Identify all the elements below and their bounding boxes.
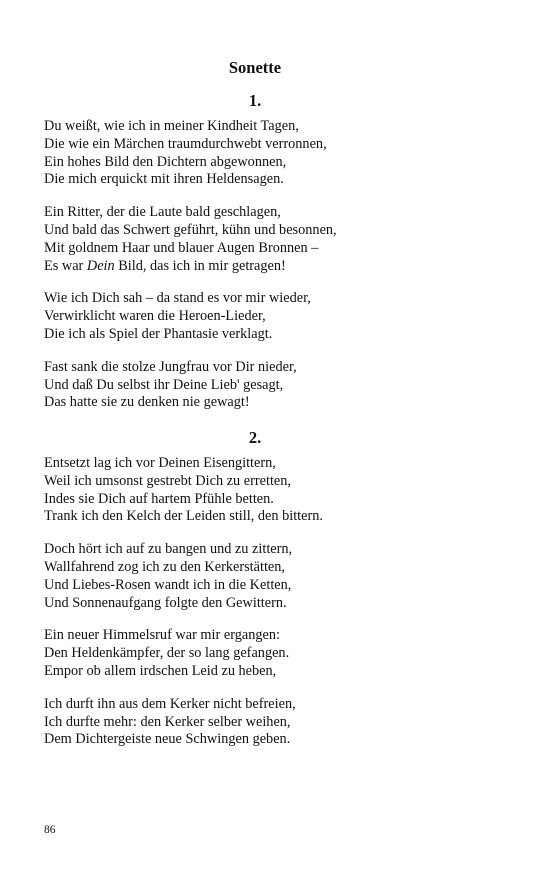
verse-line: Indes sie Dich auf hartem Pfühle betten. (44, 490, 274, 507)
verse-line: Mit goldnem Haar und blauer Augen Bronnen – (44, 239, 319, 256)
verse-line: Die wie ein Märchen traumdurchwebt verronnen, (44, 135, 327, 152)
sonnet-1-stanza-2 (44, 204, 504, 275)
sonnet-2-number: 2. (248, 428, 262, 447)
page-title: Sonette (228, 58, 282, 77)
sonnet-1-stanza-3 (44, 290, 504, 343)
verse-line: Ein hohes Bild den Dichtern abgewonnen, (44, 153, 287, 170)
verse-line: Fast sank die stolze Jungfrau vor Dir nieder, (44, 358, 297, 375)
sonnet-2-stanza-2 (44, 541, 504, 612)
verse-line: Wallfahrend zog ich zu den Kerkerstätten, (44, 558, 285, 575)
verse-line: Den Heldenkämpfer, der so lang gefangen. (44, 645, 290, 662)
verse-line: Dem Dichtergeiste neue Schwingen geben. (44, 731, 291, 748)
verse-line: Ein neuer Himmelsruf war mir ergangen: (44, 627, 280, 644)
sonnet-1 (44, 118, 504, 427)
verse-line: Und Liebes-Rosen wandt ich in die Ketten, (44, 576, 292, 593)
verse-line: Und bald das Schwert geführt, kühn und besonnen, (44, 221, 337, 238)
sonnet-2-stanza-4 (44, 696, 504, 749)
verse-line: Das hatte sie zu denken nie gewagt! (44, 394, 250, 411)
verse-line: Die mich erquickt mit ihren Heldensagen. (44, 171, 284, 188)
sonnet-1-stanza-4 (44, 359, 504, 412)
verse-line: Und Sonnenaufgang folgte den Gewittern. (44, 594, 287, 611)
sonnet-1-number: 1. (248, 91, 262, 110)
verse-line: Die ich als Spiel der Phantasie verklagt. (44, 325, 273, 342)
verse-line: Entsetzt lag ich vor Deinen Eisengittern, (44, 455, 276, 471)
verse-text: Es war (44, 257, 87, 274)
verse-line: Ein Ritter, der die Laute bald geschlagen, (44, 204, 281, 221)
page-number: 86 (44, 824, 56, 836)
sonnet-2-stanza-1 (44, 455, 504, 526)
verse-line: Wie ich Dich sah – da stand es vor mir wieder, (44, 290, 311, 307)
verse-line-with-emphasis (44, 258, 504, 276)
verse-line: Du weißt, wie ich in meiner Kindheit Tagen, (44, 118, 299, 134)
verse-line: Trank ich den Kelch der Leiden still, den bittern. (44, 508, 323, 525)
verse-line: Ich durfte mehr: den Kerker selber weihen, (44, 713, 291, 730)
sonnet-1-stanza-1 (44, 118, 504, 189)
sonnet-2 (44, 455, 504, 764)
verse-line: Und daß Du selbst ihr Deine Lieb' gesagt, (44, 376, 284, 393)
verse-line: Empor ob allem irdschen Leid zu heben, (44, 662, 277, 679)
sonnet-2-stanza-3 (44, 627, 504, 680)
verse-line: Ich durft ihn aus dem Kerker nicht befreien, (44, 695, 296, 712)
emphasized-word: Dein (86, 257, 115, 274)
verse-line: Verwirklicht waren die Heroen-Lieder, (44, 308, 266, 325)
verse-text: Bild, das ich in mir getragen! (114, 257, 286, 274)
verse-line: Weil ich umsonst gestrebt Dich zu erretten, (44, 472, 291, 489)
verse-line: Doch hört ich auf zu bangen und zu zittern, (44, 541, 293, 558)
